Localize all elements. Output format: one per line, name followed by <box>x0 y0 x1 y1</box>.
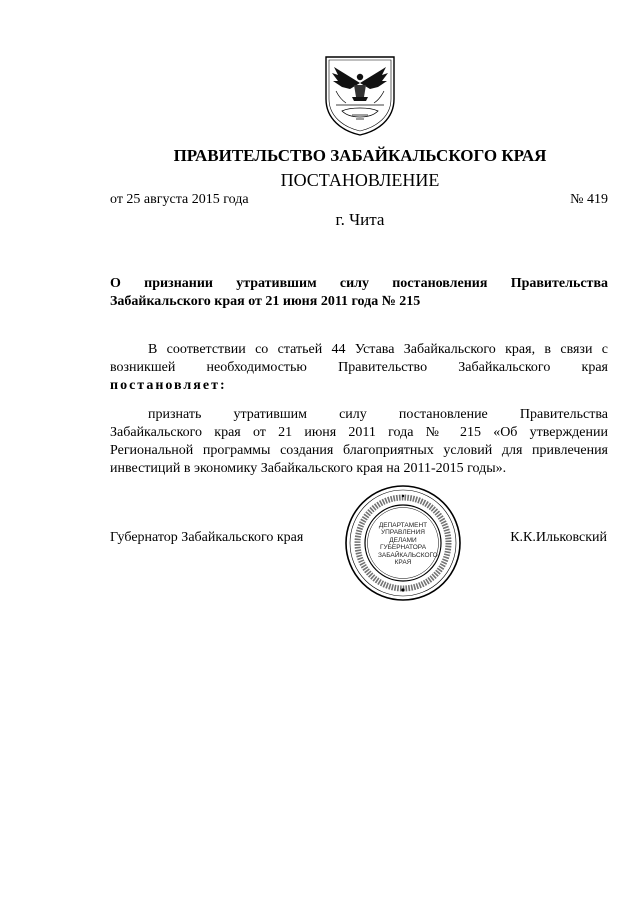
signatory-name: К.К.Ильковский <box>510 530 607 545</box>
document-subject <box>110 275 608 311</box>
org-title: ПРАВИТЕЛЬСТВО ЗАБАЙКАЛЬСКОГО КРАЯ <box>173 146 547 165</box>
subject-line-2: Забайкальского края от 21 июня 2011 года № 215 <box>110 294 421 309</box>
resolution-line-1: признать утратившим силу постановление Правительства <box>148 407 608 422</box>
seal-line: КРАЯ <box>394 559 412 567</box>
seal-line: ГУБЕРНАТОРА <box>379 544 427 552</box>
resolution-line-2: Забайкальского края от 21 июня 2011 года № 215 «Об утверждении <box>110 425 608 440</box>
doc-type: ПОСТАНОВЛЕНИЕ <box>280 170 440 190</box>
document-date: от 25 августа 2015 года <box>110 192 249 207</box>
seal-center-text <box>378 522 438 567</box>
seal-line: ЗАБАЙКАЛЬСКОГО <box>378 551 438 559</box>
signatory-position: Губернатор Забайкальского края <box>110 530 304 545</box>
seal-line: УПРАВЛЕНИЯ <box>381 529 425 537</box>
paragraph-resolution <box>110 406 608 478</box>
seal-line: ДЕПАРТАМЕНТ <box>378 522 428 529</box>
preamble-line-1: В соответствии со статьей 44 Устава Забайкальского края, в связи с <box>148 342 608 357</box>
resolves-word: постановляет: <box>110 378 227 393</box>
preamble-line-2: возникшей необходимостью Правительство Забайкальского края <box>110 360 608 375</box>
document-number: № 419 <box>570 192 608 207</box>
coat-of-arms-icon <box>322 53 398 137</box>
seal-line: ДЕЛАМИ <box>389 536 417 544</box>
resolution-line-4: инвестиций в экономику Забайкальского края на 2011-2015 годы». <box>110 461 507 476</box>
resolution-line-3: Региональной программы создания благоприятных условий для привлечения <box>110 443 608 458</box>
paragraph-preamble <box>110 341 608 395</box>
city: г. Чита <box>335 210 385 229</box>
date-line <box>110 192 608 208</box>
subject-line-1: О признании утратившим силу постановления Правительства <box>110 276 608 291</box>
